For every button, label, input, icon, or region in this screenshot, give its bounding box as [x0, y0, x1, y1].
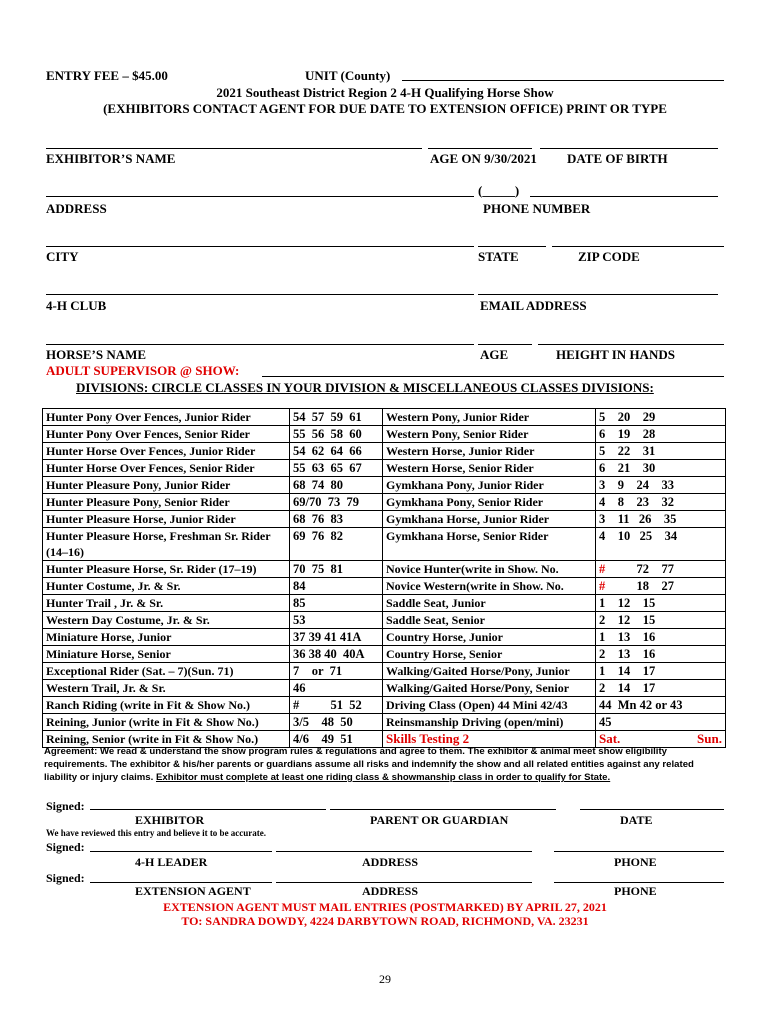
division-name: Miniature Horse, Senior — [43, 646, 290, 663]
division-name: Ranch Riding (write in Fit & Show No.) — [43, 697, 290, 714]
division-name: Hunter Horse Over Fences, Senior Rider — [43, 460, 290, 477]
exhibitor-signature-field[interactable] — [90, 809, 326, 810]
show-title: 2021 Southeast District Region 2 4-H Qualifying Horse Show — [216, 85, 554, 100]
class-numbers[interactable] — [596, 612, 726, 629]
division-name: Hunter Pony Over Fences, Senior Rider — [43, 426, 290, 443]
class-numbers-text: 1 13 16 — [599, 630, 656, 644]
table-row — [43, 528, 726, 561]
class-numbers[interactable]: 3/5 48 50 — [290, 714, 383, 731]
leader-phone-label: PHONE — [614, 855, 657, 869]
class-numbers-text: 72 77 — [605, 562, 674, 576]
class-numbers[interactable] — [596, 460, 726, 477]
city-label: CITY — [46, 249, 79, 264]
class-numbers[interactable] — [596, 511, 726, 528]
class-numbers[interactable] — [596, 578, 726, 595]
division-name: Reining, Junior (write in Fit & Show No.) — [43, 714, 290, 731]
unit-label: UNIT (County) — [305, 68, 391, 83]
division-name: Miniature Horse, Junior — [43, 629, 290, 646]
saturday-option[interactable]: Sat. — [599, 731, 621, 746]
class-numbers-text: 44 Mn 42 or 43 — [599, 698, 683, 712]
club-label: 4-H CLUB — [46, 298, 107, 313]
date-field[interactable] — [580, 809, 724, 810]
class-numbers[interactable] — [596, 494, 726, 511]
class-numbers[interactable] — [596, 697, 726, 714]
class-numbers-text: 18 27 — [605, 579, 674, 593]
division-name: Exceptional Rider (Sat. – 7)(Sun. 71) — [43, 663, 290, 680]
division-name: Gymkhana Horse, Junior Rider — [383, 511, 596, 528]
class-numbers[interactable]: 68 74 80 — [290, 477, 383, 494]
table-row — [43, 646, 726, 663]
leader-signature-field[interactable] — [90, 851, 272, 852]
sunday-option[interactable]: Sun. — [697, 731, 722, 746]
division-name: Skills Testing 2 — [383, 731, 596, 748]
signed-label: Signed: — [46, 840, 85, 854]
show-number-marker: # — [599, 562, 606, 576]
class-numbers[interactable]: 4/6 49 51 — [290, 731, 383, 748]
class-numbers[interactable]: 85 — [290, 595, 383, 612]
age-label: AGE ON 9/30/2021 — [430, 151, 537, 166]
class-numbers-text: 6 19 28 — [599, 427, 656, 441]
class-numbers[interactable]: 70 75 81 — [290, 561, 383, 578]
class-numbers[interactable]: 46 — [290, 680, 383, 697]
class-numbers[interactable]: 55 56 58 60 — [290, 426, 383, 443]
address-field[interactable] — [46, 196, 474, 197]
class-numbers[interactable]: 36 38 40 40A — [290, 646, 383, 663]
leader-address-label: ADDRESS — [362, 855, 419, 869]
division-name: Country Horse, Senior — [383, 646, 596, 663]
class-numbers[interactable] — [596, 595, 726, 612]
email-label: EMAIL ADDRESS — [480, 298, 587, 313]
agent-address-label: ADDRESS — [362, 884, 419, 898]
parent-label: PARENT OR GUARDIAN — [370, 813, 509, 827]
division-name: Walking/Gaited Horse/Pony, Junior — [383, 663, 596, 680]
class-numbers[interactable] — [596, 426, 726, 443]
division-name: Hunter Pony Over Fences, Junior Rider — [43, 409, 290, 426]
leader-address-field[interactable] — [276, 851, 532, 852]
class-numbers-text: 3 11 26 35 — [599, 512, 677, 526]
division-name: Western Pony, Junior Rider — [383, 409, 596, 426]
class-numbers[interactable]: 54 57 59 61 — [290, 409, 383, 426]
exhibitor-name-label: EXHIBITOR’S NAME — [46, 151, 176, 166]
show-number-marker: # — [599, 579, 606, 593]
agent-signature-field[interactable] — [90, 882, 272, 883]
class-numbers[interactable] — [596, 646, 726, 663]
division-name: Novice Hunter(write in Show. No. — [383, 561, 596, 578]
class-numbers-text: 4 10 25 34 — [599, 529, 678, 543]
division-name: Hunter Horse Over Fences, Junior Rider — [43, 443, 290, 460]
division-name: Hunter Pleasure Pony, Junior Rider — [43, 477, 290, 494]
class-numbers[interactable] — [596, 443, 726, 460]
agent-label: EXTENSION AGENT — [135, 884, 251, 898]
date-label: DATE — [620, 813, 653, 827]
class-numbers-text: 1 14 17 — [599, 664, 656, 678]
division-name: Hunter Pleasure Horse, Sr. Rider (17–19) — [43, 561, 290, 578]
horse-name-field[interactable] — [46, 344, 474, 345]
division-name: Hunter Pleasure Pony, Senior Rider — [43, 494, 290, 511]
table-row — [43, 494, 726, 511]
class-numbers[interactable] — [596, 663, 726, 680]
class-numbers[interactable]: 37 39 41 41A — [290, 629, 383, 646]
agreement — [44, 745, 728, 784]
class-numbers[interactable]: 69 76 82 — [290, 528, 383, 561]
dob-field[interactable] — [540, 148, 718, 149]
class-numbers[interactable] — [596, 680, 726, 697]
division-name: Saddle Seat, Senior — [383, 612, 596, 629]
email-field[interactable] — [478, 294, 718, 295]
agent-phone-label: PHONE — [614, 884, 657, 898]
age-field[interactable] — [428, 148, 532, 149]
leader-label: 4-H LEADER — [135, 855, 208, 869]
zip-label: ZIP CODE — [578, 249, 640, 264]
page-number: 29 — [379, 972, 391, 986]
division-name: Western Trail, Jr. & Sr. — [43, 680, 290, 697]
division-name: Western Pony, Senior Rider — [383, 426, 596, 443]
class-numbers-text: 3 9 24 33 — [599, 478, 674, 492]
table-row — [43, 511, 726, 528]
table-row — [43, 477, 726, 494]
top-divisions — [43, 409, 726, 561]
state-label: STATE — [478, 249, 519, 264]
class-numbers[interactable] — [596, 409, 726, 426]
division-name: Gymkhana Pony, Senior Rider — [383, 494, 596, 511]
supervisor-label: ADULT SUPERVISOR @ SHOW: — [46, 363, 240, 378]
class-numbers-text: 2 14 17 — [599, 681, 656, 695]
division-name: Hunter Costume, Jr. & Sr. — [43, 578, 290, 595]
class-numbers[interactable] — [596, 477, 726, 494]
division-name: Saddle Seat, Junior — [383, 595, 596, 612]
horse-age-field[interactable] — [478, 344, 532, 345]
table-row — [43, 443, 726, 460]
supervisor-field[interactable] — [262, 376, 724, 377]
table-row — [43, 680, 726, 697]
table-row — [43, 595, 726, 612]
leader-phone-field[interactable] — [554, 851, 724, 852]
table-row — [43, 697, 726, 714]
unit-field[interactable] — [402, 80, 724, 81]
class-numbers[interactable] — [596, 714, 726, 731]
table-row — [43, 629, 726, 646]
exhibitor-name-field[interactable] — [46, 148, 422, 149]
class-numbers[interactable]: 53 — [290, 612, 383, 629]
table-row — [43, 663, 726, 680]
phone-area-code: (_____) — [478, 183, 520, 198]
mail-deadline: EXTENSION AGENT MUST MAIL ENTRIES (POSTMARKED) BY APRIL 27, 2021 — [163, 900, 607, 914]
mail-address: TO: SANDRA DOWDY, 4224 DARBYTOWN ROAD, RICHMOND, VA. 23231 — [181, 914, 589, 928]
instructions: (EXHIBITORS CONTACT AGENT FOR DUE DATE TO EXTENSION OFFICE) PRINT OR TYPE — [103, 101, 667, 116]
parent-signature-field[interactable] — [330, 809, 556, 810]
class-numbers[interactable]: # 51 52 — [290, 697, 383, 714]
division-name: Hunter Trail , Jr. & Sr. — [43, 595, 290, 612]
class-numbers-text: 1 12 15 — [599, 596, 656, 610]
table-row — [43, 578, 726, 595]
address-label: ADDRESS — [46, 201, 107, 216]
division-name: Hunter Pleasure Horse, Freshman Sr. Rider (14–16) — [43, 528, 290, 561]
class-numbers[interactable]: 7 or 71 — [290, 663, 383, 680]
zip-field[interactable] — [552, 246, 724, 247]
division-name: Western Horse, Junior Rider — [383, 443, 596, 460]
city-field[interactable] — [46, 246, 474, 247]
phone-field[interactable] — [530, 196, 718, 197]
exhibitor-label: EXHIBITOR — [135, 813, 205, 827]
division-name: Reining, Senior (write in Fit & Show No.) — [43, 731, 290, 748]
class-numbers[interactable]: 54 62 64 66 — [290, 443, 383, 460]
divisions-heading: DIVISIONS: CIRCLE CLASSES IN YOUR DIVISION & MISCELLANEOUS CLASSES DIVISIONS: — [76, 380, 654, 395]
club-field[interactable] — [46, 294, 474, 295]
class-numbers-text: 2 12 15 — [599, 613, 656, 627]
class-numbers[interactable] — [596, 561, 726, 578]
height-label: HEIGHT IN HANDS — [556, 347, 675, 362]
table-row — [43, 561, 726, 578]
table-row — [43, 612, 726, 629]
reviewed-note: We have reviewed this entry and believe it to be accurate. — [46, 828, 267, 838]
agreement-requirement: Exhibitor must complete at least one riding class & showmanship class in order to qualify for State. — [155, 772, 611, 783]
misc-divisions — [43, 561, 726, 731]
class-numbers-text: 45 — [599, 715, 612, 729]
height-field[interactable] — [538, 344, 724, 345]
horse-age-label: AGE — [480, 347, 509, 362]
signed-label: Signed: — [46, 871, 85, 885]
class-numbers[interactable] — [596, 528, 726, 561]
phone-label: PHONE NUMBER — [483, 201, 591, 216]
division-name: Novice Western(write in Show. No. — [383, 578, 596, 595]
state-field[interactable] — [478, 246, 546, 247]
class-numbers-text: 5 22 31 — [599, 444, 656, 458]
division-name: Driving Class (Open) 44 Mini 42/43 — [383, 697, 596, 714]
division-name: Country Horse, Junior — [383, 629, 596, 646]
division-name: Gymkhana Pony, Junior Rider — [383, 477, 596, 494]
agreement-text: Agreement: We read & understand the show program rules & regulations and agree to them. The exhibitor & animal meet show eligibility requirements. The exhibitor & his/her parents or guardians assume all risks and indemnify the show and all related entities against any related liability or injury claims. — [44, 746, 694, 783]
agent-address-field[interactable] — [276, 882, 532, 883]
division-name: Walking/Gaited Horse/Pony, Senior — [383, 680, 596, 697]
class-numbers-text: 2 13 16 — [599, 647, 656, 661]
divisions-table — [42, 408, 726, 748]
table-row — [43, 460, 726, 477]
table-row — [43, 426, 726, 443]
dob-label: DATE OF BIRTH — [567, 151, 668, 166]
table-row — [43, 714, 726, 731]
class-numbers-text: 4 8 23 32 — [599, 495, 674, 509]
division-name: Gymkhana Horse, Senior Rider — [383, 528, 596, 561]
entry-fee: ENTRY FEE – $45.00 — [46, 68, 168, 83]
class-numbers[interactable]: 69/70 73 79 — [290, 494, 383, 511]
horse-name-label: HORSE’S NAME — [46, 347, 147, 362]
class-numbers-text: 6 21 30 — [599, 461, 656, 475]
division-name: Western Day Costume, Jr. & Sr. — [43, 612, 290, 629]
class-numbers[interactable] — [596, 629, 726, 646]
class-numbers[interactable]: 84 — [290, 578, 383, 595]
class-numbers[interactable]: 55 63 65 67 — [290, 460, 383, 477]
division-name: Hunter Pleasure Horse, Junior Rider — [43, 511, 290, 528]
signed-label: Signed: — [46, 799, 85, 813]
agent-phone-field[interactable] — [554, 882, 724, 883]
division-name: Western Horse, Senior Rider — [383, 460, 596, 477]
class-numbers[interactable]: 68 76 83 — [290, 511, 383, 528]
table-row — [43, 409, 726, 426]
division-name: Reinsmanship Driving (open/mini) — [383, 714, 596, 731]
class-numbers-text: 5 20 29 — [599, 410, 656, 424]
